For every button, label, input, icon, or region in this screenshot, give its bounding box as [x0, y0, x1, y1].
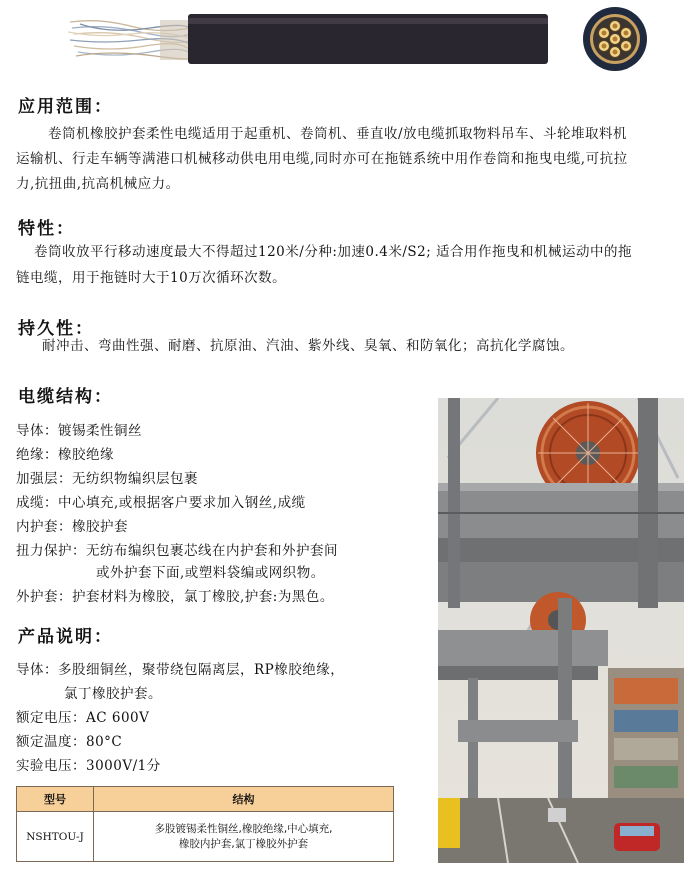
- table-row: [17, 812, 394, 862]
- structure-torsion-protection-cont: 或外护套下面,或塑料袋编或网织物。: [96, 565, 325, 581]
- specification-table: [16, 786, 394, 862]
- application-line-1: 卷筒机橡胶护套柔性电缆适用于起重机、卷筒机、垂直收/放电缆抓取物料吊车、斗轮堆取料机: [48, 126, 628, 142]
- structure-cabling: 成缆：中心填充,或根据客户要求加入钢丝,成缆: [16, 495, 306, 511]
- product-test-voltage: 实验电压：3000V/1分: [16, 758, 161, 774]
- product-rated-temperature: 额定温度：80°C: [16, 734, 123, 750]
- durability-heading: 持久性：: [18, 319, 94, 339]
- table-cell-model: NSHTOU-J: [17, 812, 94, 862]
- product-conductor-cont: 氯丁橡胶护套。: [64, 686, 162, 702]
- application-line-3: 力,抗扭曲,抗高机械应力。: [16, 176, 180, 192]
- structure-conductor: 导体：镀锡柔性铜丝: [16, 423, 142, 439]
- structure-inner-sheath: 内护套：橡胶护套: [16, 519, 128, 535]
- durability-line: 耐冲击、弯曲性强、耐磨、抗原油、汽油、紫外线、臭氧、和防氧化；高抗化学腐蚀。: [42, 338, 574, 354]
- application-line-2: 运输机、行走车辆等满港口机械移动供电用电缆,同时亦可在拖链系统中用作卷筒和拖曳电缆,可抗拉: [16, 151, 628, 167]
- features-heading: 特性：: [18, 219, 75, 239]
- cable-illustration: [60, 10, 550, 68]
- table-header-model: 型号: [17, 787, 94, 812]
- product-description-heading: 产品说明：: [18, 627, 113, 647]
- structure-outer-sheath: 外护套：护套材料为橡胶，氯丁橡胶,护套:为黑色。: [16, 589, 334, 605]
- structure-insulation: 绝缘：橡胶绝缘: [16, 447, 114, 463]
- structure-line: 橡胶内护套,氯丁橡胶外护套: [178, 837, 309, 850]
- cable-structure-heading: 电缆结构：: [18, 387, 113, 407]
- features-line-1: 卷筒收放平行移动速度最大不得超过120米/分种:加速0.4米/S2; 适合用作拖曳和机械运动中的拖: [34, 244, 633, 260]
- table-header-structure: 结构: [94, 787, 394, 812]
- table-cell-structure: [94, 812, 394, 862]
- structure-line: 多股镀锡柔性铜丝,橡胶绝缘,中心填充,: [154, 822, 333, 835]
- cable-cross-section-icon: [582, 6, 648, 72]
- features-line-2: 链电缆，用于拖链时大于10万次循环次数。: [16, 270, 287, 286]
- application-scope-heading: 应用范围：: [18, 97, 113, 117]
- product-rated-voltage: 额定电压：AC 600V: [16, 710, 150, 726]
- port-crane-photo: [438, 398, 684, 863]
- structure-reinforcement: 加强层：无纺织物编织层包裹: [16, 471, 198, 487]
- product-conductor: 导体：多股细铜丝，聚带绕包隔离层，RP橡胶绝缘，: [16, 662, 345, 678]
- structure-torsion-protection: 扭力保护：无纺布编织包裹芯线在内护套和外护套间: [16, 543, 338, 559]
